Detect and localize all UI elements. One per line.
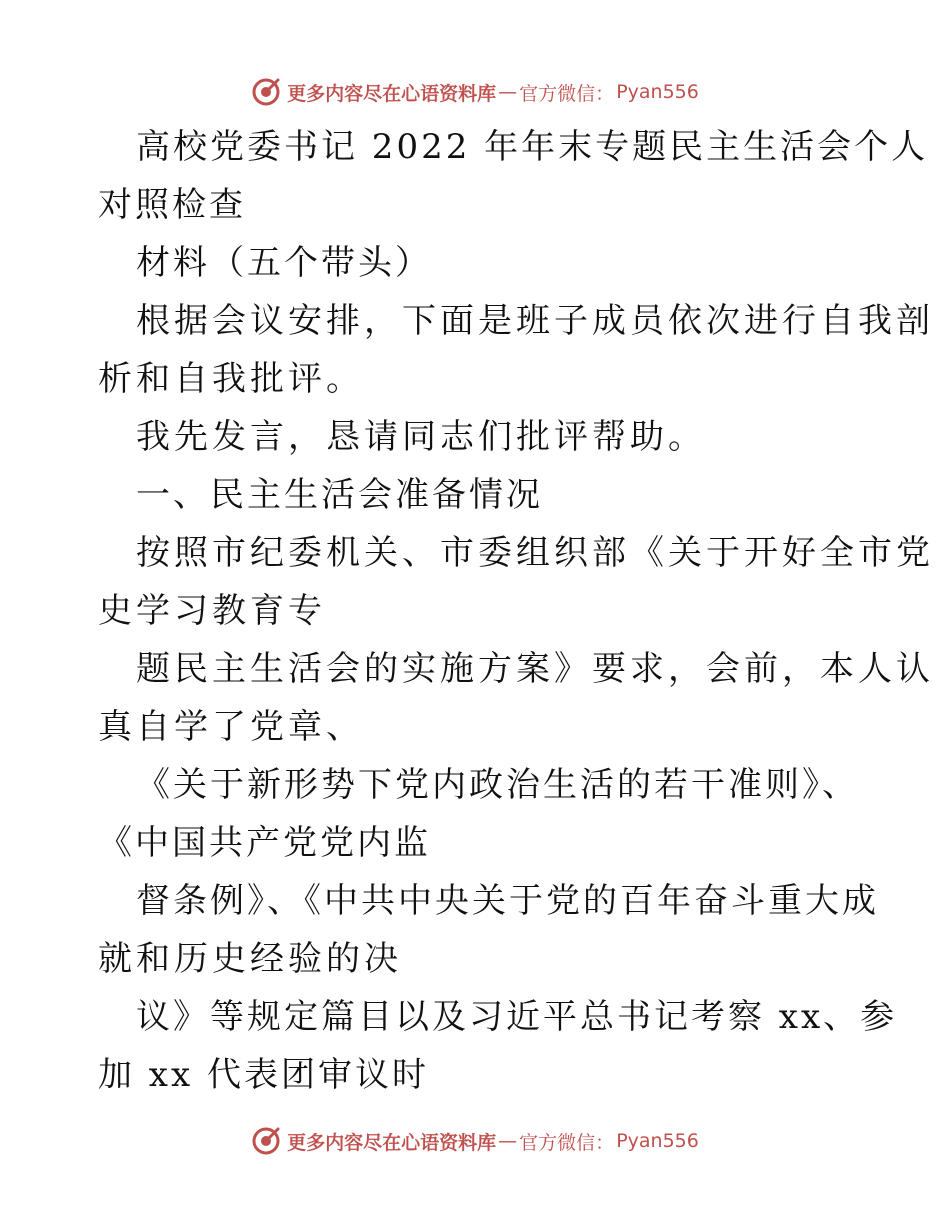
banner-brand-text: 更多内容尽在心语资料库 <box>287 82 497 105</box>
brand-logo-icon <box>251 1126 281 1156</box>
header-banner <box>0 72 950 112</box>
paragraph-line: 《关于新形势下党内政治生活的若干准则》、 <box>136 765 859 805</box>
paragraph-line: 题民主生活会的实施方案》要求，会前，本人认 <box>136 649 934 689</box>
paragraph-line: 督条例》、《中共中央关于党的百年奋斗重大成 <box>136 881 879 921</box>
paragraph-line: 加 xx 代表团审议时 <box>98 1055 429 1095</box>
banner-separator: — <box>498 1130 518 1152</box>
paragraph-line: 按照市纪委机关、市委组织部《关于开好全市党 <box>136 533 934 573</box>
footer-banner <box>0 1121 950 1161</box>
banner-separator: — <box>498 81 518 103</box>
document-body <box>98 118 934 1104</box>
title-line-3: 材料（五个带头） <box>136 243 432 283</box>
banner-wechat-label: 官方微信： <box>519 82 615 105</box>
paragraph-line: 议》等规定篇目以及习近平总书记考察 xx、参 <box>136 997 898 1037</box>
paragraph-line: 真自学了党章、 <box>98 707 364 747</box>
title-line-2: 对照检查 <box>98 185 246 225</box>
paragraph-line: 析和自我批评。 <box>98 359 364 399</box>
paragraph-line: 史学习教育专 <box>98 591 326 631</box>
section-heading: 一、民主生活会准备情况 <box>136 475 543 515</box>
paragraph-line: 我先发言，恳请同志们批评帮助。 <box>136 417 706 457</box>
banner-wechat-id: Pyan556 <box>616 1130 699 1152</box>
banner-wechat-id: Pyan556 <box>616 81 699 103</box>
paragraph-line: 就和历史经验的决 <box>98 939 402 979</box>
paragraph-line: 根据会议安排，下面是班子成员依次进行自我剖 <box>136 301 934 341</box>
banner-brand-text: 更多内容尽在心语资料库 <box>287 1131 497 1154</box>
banner-wechat-label: 官方微信： <box>519 1131 615 1154</box>
paragraph-line: 《中国共产党党内监 <box>98 823 431 863</box>
title-line-1: 高校党委书记 2022 年年末专题民主生活会个人 <box>136 127 929 167</box>
brand-logo-icon <box>251 77 281 107</box>
